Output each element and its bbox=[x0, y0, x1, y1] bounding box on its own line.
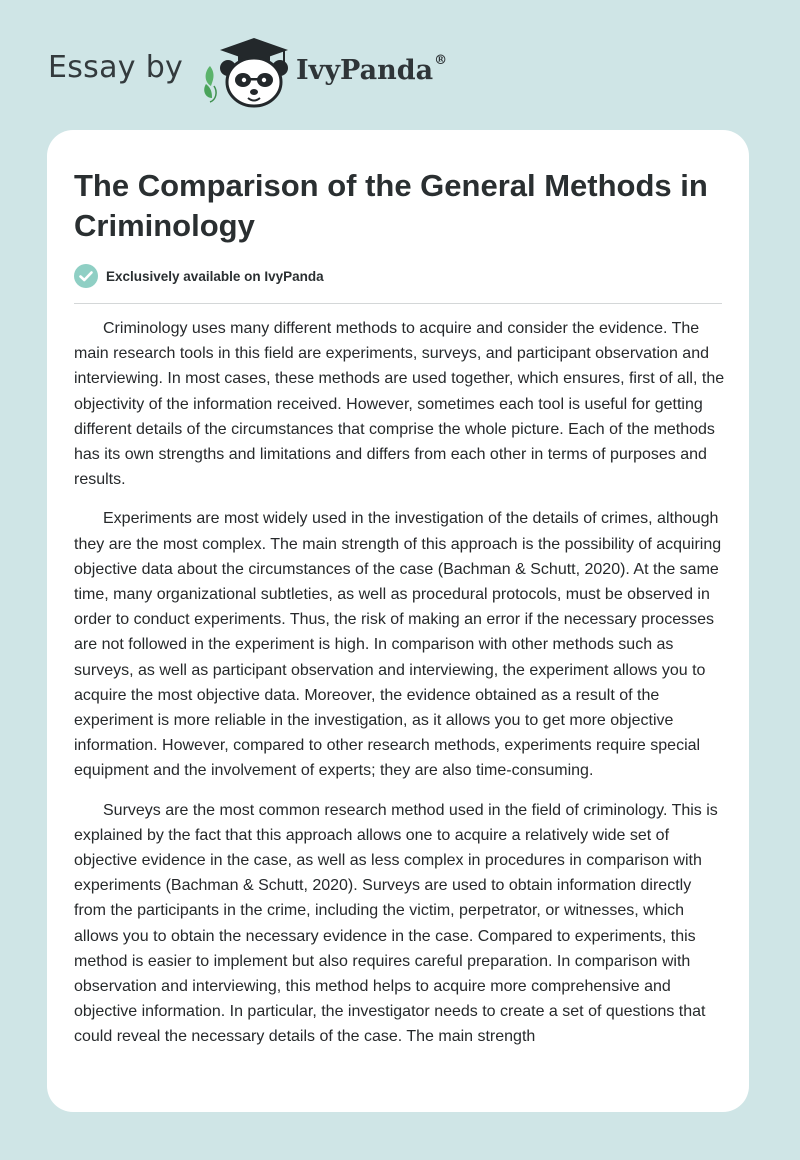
checkmark-icon bbox=[74, 264, 98, 288]
divider bbox=[74, 303, 722, 304]
exclusive-badge-label: Exclusively available on IvyPanda bbox=[106, 268, 324, 284]
paragraph: Experiments are most widely used in the investigation of the details of crimes, although they are the most complex. The main strength of this approach is the possibility of acquiring objective data about the circumstances of the case (Bachman & Schutt, 2020). At the same time, many organizational subtleties, as well as procedural protocols, must be observed in order to conduct experiments. Thus, the risk of making an error if the necessary processes are not followed in the experiment is high. In comparison with other methods such as surveys, as well as participant observation and interviewing, the experiment allows you to acquire the most objective data. Moreover, the evidence obtained as a result of the experiment is more reliable in the investigation, as it allows you to get more objective information. However, compared to other research methods, experiments require special equipment and the involvement of experts; they are also time-consuming. bbox=[74, 510, 722, 780]
site-header bbox=[0, 0, 800, 130]
ivypanda-logo-icon[interactable] bbox=[200, 36, 292, 108]
exclusive-badge bbox=[74, 263, 324, 289]
essay-card bbox=[47, 130, 749, 1112]
essay-title: The Comparison of the General Methods in Criminology bbox=[74, 168, 708, 243]
paragraph: Surveys are the most common research method used in the field of criminology. This is explained by the fact that this approach allows one to acquire a relatively wide set of objective evidence in the case, as well as less complex in procedures in comparison with experiments (Bachman & Schutt, 2020). Surveys are used to obtain information directly from the participants in the crime, including the victim, perpetrator, or witnesses, which allows you to obtain the necessary evidence in the case. Compared to experiments, this method is easier to implement but also requires careful preparation. In comparison with observation and interviewing, this method helps to acquire more comprehensive and objective information. In particular, the investigator needs to create a set of questions that could reveal the necessary details of the case. The main strength bbox=[74, 801, 718, 1046]
paragraph: Criminology uses many different methods to acquire and consider the evidence. The main research tools in this field are experiments, surveys, and participant observation and interviewing. In most cases, these methods are used together, which ensures, first of all, the objectivity of the information received. However, sometimes each tool is useful for getting different details of the circumstances that comprise the whole picture. Each of the methods has its own strengths and limitations and differs from each other in terms of purposes and results. bbox=[74, 320, 725, 489]
essay-by-label: Essay by bbox=[48, 50, 184, 85]
essay-body bbox=[74, 316, 726, 1064]
brand-name[interactable]: IvyPanda® bbox=[296, 53, 448, 86]
registered-mark: ® bbox=[434, 53, 448, 68]
